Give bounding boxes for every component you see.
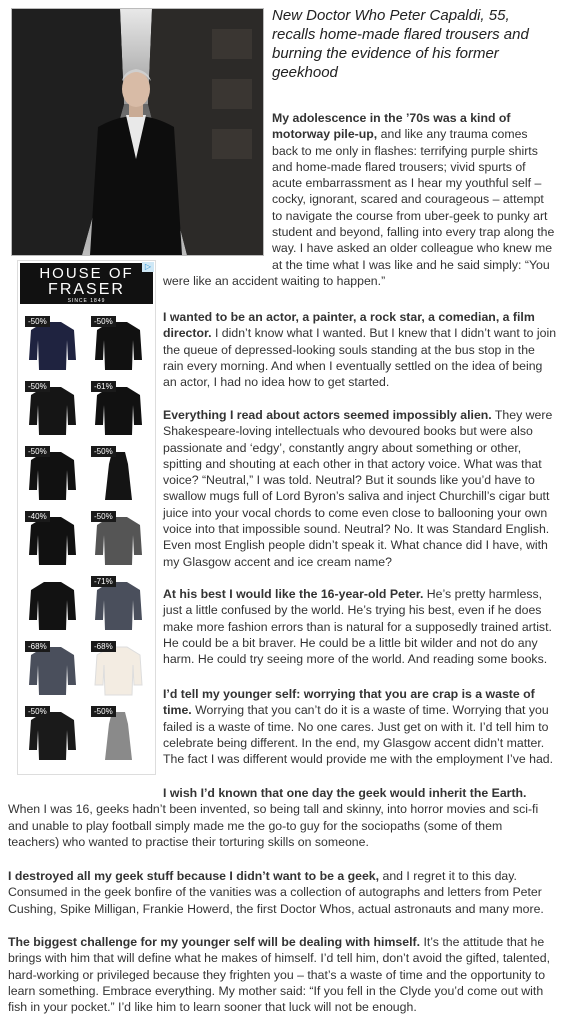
adchoices-icon[interactable]: ▷ bbox=[142, 262, 154, 272]
discount-badge: -50% bbox=[91, 316, 116, 327]
paragraph-lead: At his best I would like the 16-year-old Peter. bbox=[163, 587, 424, 601]
product-tile[interactable] bbox=[22, 509, 83, 570]
discount-badge: -50% bbox=[91, 706, 116, 717]
discount-badge: -71% bbox=[91, 576, 116, 587]
article-headline: New Doctor Who Peter Capaldi, 55, recalls home-made flared trousers and burning the evidence of his former geekhood bbox=[272, 7, 529, 81]
discount-badge: -50% bbox=[25, 446, 50, 457]
product-tile[interactable] bbox=[88, 509, 149, 570]
discount-badge: -50% bbox=[91, 511, 116, 522]
product-tile[interactable] bbox=[88, 379, 149, 440]
discount-badge: -68% bbox=[91, 641, 116, 652]
article-paragraph bbox=[8, 785, 556, 850]
discount-badge: -50% bbox=[91, 446, 116, 457]
brand-line-1: HOUSE OF bbox=[39, 265, 134, 282]
article-paragraph bbox=[163, 686, 557, 767]
paragraph-body: It’s the attitude that he brings with him that will define what he makes of himself. I’d tell him, don’t avoid the gifted, talented, hard-working or privileged because they frighten you – that’s a waste of time and the opportunity to learn something. Embrace everything. My mother said: “If you fell in the Clyde you’d come out with fish in your pocket.” I’d like him to learn sooner that luck will not be enough. bbox=[8, 935, 551, 1015]
product-tile[interactable] bbox=[22, 314, 83, 375]
article-paragraph bbox=[272, 110, 555, 273]
product-tile[interactable] bbox=[22, 379, 83, 440]
discount-badge: -40% bbox=[25, 511, 50, 522]
product-tile[interactable] bbox=[88, 314, 149, 375]
discount-badge: -68% bbox=[25, 641, 50, 652]
paragraph-lead: I’d tell my younger self: worrying that you are crap is a waste of time. bbox=[163, 687, 535, 718]
discount-badge: -61% bbox=[91, 381, 116, 392]
paragraph-body: He’s pretty harmless, just a little confused by the world. He’s trying his best, even if he does make more fashion errors than is natural for a supposedly trained artist. He could be a bit braver. He could be a little bit wilder and not do any harm. He could try seeing more of the world. And reading some books. bbox=[163, 587, 552, 667]
article-paragraph-continuation bbox=[163, 273, 557, 289]
article-paragraph bbox=[163, 586, 557, 667]
paragraph-body: They were Shakespeare-loving intellectuals who devoured books but were also passionate and ‘edgy’, constantly angry about something or other, spitting and shouting at each other in that actory voice. What was that voice? “Neutral,” I was told. Neutral? But it sounds like you’d have to swallow mugs full of Lord Byron’s saliva and inject Churchill’s cigar butt juice into your vocal chords to come even close to ballooning your own voice into that impossible sound. Neutral? No. It was Standard English. Even most English people didn’t speak it. What chance did I have, with my Glasgow accent and ice cream name? bbox=[163, 408, 553, 569]
paragraph-lead: I destroyed all my geek stuff because I didn’t want to be a geek, bbox=[8, 869, 380, 883]
article-paragraph bbox=[8, 934, 556, 1015]
paragraph-body: were like an accident waiting to happen.” bbox=[163, 274, 386, 288]
product-tile[interactable] bbox=[88, 574, 149, 635]
discount-badge: -50% bbox=[25, 706, 50, 717]
house-of-fraser-ad[interactable] bbox=[17, 260, 156, 775]
paragraph-lead: Everything I read about actors seemed impossibly alien. bbox=[163, 408, 492, 422]
product-tile[interactable] bbox=[22, 639, 83, 700]
product-tile[interactable] bbox=[88, 639, 149, 700]
brand-line-2: FRASER bbox=[48, 281, 125, 298]
paragraph-lead: The biggest challenge for my younger self will be dealing with himself. bbox=[8, 935, 421, 949]
paragraph-lead: My adolescence in the ’70s was a kind of motorway pile-up, bbox=[272, 111, 511, 142]
paragraph-body: Worrying that you can’t do it is a waste of time. Worrying that you failed is a waste of time. No one cares. Just get on with it. I’d tell him to celebrate being different. In the end, my Glasgow accent didn’t matter. The fact I was different would provide me with the employment I’ve had. bbox=[163, 703, 554, 767]
paragraph-body: and like any trauma comes back to me only in flashes: terrifying purple shirts and home-made flared trousers; vivid spurts of acute embarrassment as I hear my youthful self – cocky, ignorant, scared and courageous – attempt to navigate the course from uber-geek to punky art student and beyond, falling into every trap along the way. I have asked an older colleague who knew me at the time what I was like and he said simply: “You bbox=[272, 127, 555, 272]
discount-badge: -50% bbox=[25, 316, 50, 327]
product-tile[interactable] bbox=[22, 444, 83, 505]
article-paragraph bbox=[163, 309, 557, 390]
article-paragraph bbox=[8, 868, 556, 917]
paragraph-lead: I wanted to be an actor, a painter, a rock star, a comedian, a film director. bbox=[163, 310, 535, 341]
article-photo bbox=[11, 8, 264, 256]
photo-illustration bbox=[12, 9, 263, 255]
discount-badge: -50% bbox=[25, 381, 50, 392]
product-tile[interactable] bbox=[88, 444, 149, 505]
paragraph-lead: I wish I’d known that one day the geek would inherit the Earth. bbox=[163, 786, 527, 800]
article-paragraph bbox=[163, 407, 557, 570]
brand-since: SINCE 1849 bbox=[67, 298, 106, 304]
product-tile[interactable] bbox=[22, 704, 83, 765]
product-tile[interactable] bbox=[88, 704, 149, 765]
paragraph-body: and I regret it to this day. Consumed in the geek bonfire of the vanities was a collection of autographs and letters from Peter Cushing, Spike Milligan, Frankie Howerd, the first Doctor Whos, actual astronauts and many more. bbox=[8, 869, 544, 916]
brand-logo[interactable] bbox=[20, 263, 153, 304]
paragraph-body: I didn’t know what I wanted. But I knew that I didn’t want to join the queue of depressed-looking souls standing at the bus stop in the rain every morning. And when I eventually settled on the idea of being an actor, I had no idea how to get started. bbox=[163, 326, 557, 390]
product-tile[interactable] bbox=[22, 574, 83, 635]
paragraph-body: When I was 16, geeks hadn’t been invented, so being tall and skinny, into horror movies and sci-fi and unable to play football simply made me the go-to guy for the sociopaths (some of them teachers) who wanted to practise their torturing skills on someone. bbox=[8, 802, 539, 849]
garment-image bbox=[22, 574, 83, 635]
